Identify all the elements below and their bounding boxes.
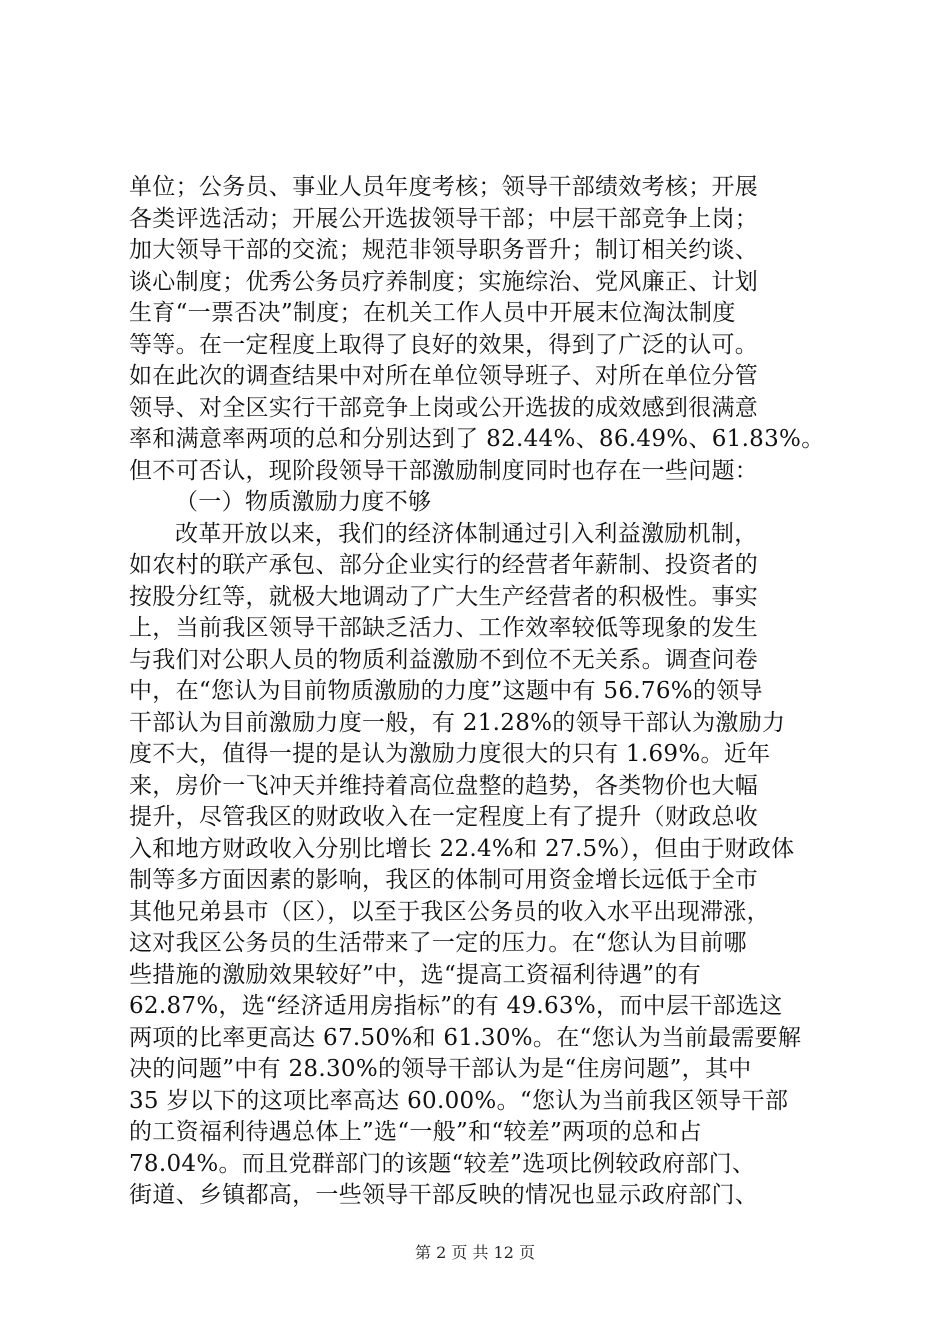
text-line: 等等。在一定程度上取得了良好的效果，得到了广泛的认可。 bbox=[129, 331, 759, 358]
text-line: 的工资福利待遇总体上”选“一般”和“较差”两项的总和占 bbox=[129, 1119, 702, 1145]
text-line: 62.87%，选“经济适用房指标”的有 49.63%，而中层干部选这 bbox=[129, 993, 783, 1019]
text-line: 加大领导干部的交流；规范非领导职务晋升；制订相关约谈、 bbox=[129, 237, 759, 263]
page-number-footer: 第 2 页 共 12 页 bbox=[415, 1243, 535, 1262]
section-heading: （一）物质激励力度不够 bbox=[175, 489, 432, 515]
text-line: 这对我区公务员的生活带来了一定的压力。在“您认为目前哪 bbox=[129, 930, 747, 956]
text-line: 按股分红等，就极大地调动了广大生产经营者的积极性。事实 bbox=[129, 583, 759, 610]
text-line: 改革开放以来，我们的经济体制通过引入利益激励机制， bbox=[175, 520, 758, 547]
text-line: 其他兄弟县市（区），以至于我区公务员的收入水平出现滞涨， bbox=[129, 898, 770, 925]
text-line: 如农村的联产承包、部分企业实行的经营者年薪制、投资者的 bbox=[129, 552, 759, 578]
text-line: 度不大，值得一提的是认为激励力度很大的只有 1.69%。近年 bbox=[129, 741, 771, 767]
text-line: 与我们对公职人员的物质利益激励不到位不无关系。调查问卷 bbox=[129, 646, 759, 673]
text-line: 谈心制度；优秀公务员疗养制度；实施综治、党风廉正、计划 bbox=[129, 268, 759, 295]
text-line: 入和地方财政收入分别比增长 22.4%和 27.5%），但由于财政体 bbox=[129, 835, 795, 862]
text-line: 生育“一票否决”制度；在机关工作人员中开展末位淘汰制度 bbox=[129, 300, 736, 326]
text-line: 单位；公务员、事业人员年度考核；领导干部绩效考核；开展 bbox=[129, 174, 759, 200]
text-line: 但不可否认，现阶段领导干部激励制度同时也存在一些问题： bbox=[129, 457, 759, 484]
body-text bbox=[129, 172, 829, 1212]
text-line: 35 岁以下的这项比率高达 60.00%。“您认为当前我区领导干部 bbox=[129, 1087, 789, 1114]
text-line: 如在此次的调查结果中对所在单位领导班子、对所在单位分管 bbox=[129, 363, 759, 389]
text-line: 制等多方面因素的影响，我区的体制可用资金增长远低于全市 bbox=[129, 867, 759, 893]
text-line: 来，房价一飞冲天并维持着高位盘整的趋势，各类物价也大幅 bbox=[129, 772, 759, 799]
text-line: 提升，尽管我区的财政收入在一定程度上有了提升（财政总收 bbox=[129, 804, 759, 830]
text-line: 决的问题”中有 28.30%的领导干部认为是“住房问题”，其中 bbox=[129, 1056, 752, 1082]
text-line: 干部认为目前激励力度一般，有 21.28%的领导干部认为激励力 bbox=[129, 709, 786, 736]
text-line: 78.04%。而且党群部门的该题“较差”选项比例较政府部门、 bbox=[129, 1150, 756, 1177]
text-line: 上，当前我区领导干部缺乏活力、工作效率较低等现象的发生 bbox=[129, 615, 759, 641]
text-line: 各类评选活动；开展公开选拔领导干部；中层干部竞争上岗； bbox=[129, 205, 759, 232]
text-line: 些措施的激励效果较好”中，选“提高工资福利待遇”的有 bbox=[129, 961, 702, 988]
text-line: 领导、对全区实行干部竞争上岗或公开选拔的成效感到很满意 bbox=[129, 394, 759, 421]
text-line: 率和满意率两项的总和分别达到了 82.44%、86.49%、61.83%。 bbox=[129, 426, 825, 452]
text-line: 两项的比率更高达 67.50%和 61.30%。在“您认为当前最需要解 bbox=[129, 1024, 802, 1051]
text-line: 中，在“您认为目前物质激励的力度”这题中有 56.76%的领导 bbox=[129, 678, 763, 704]
text-line: 街道、乡镇都高，一些领导干部反映的情况也显示政府部门、 bbox=[129, 1182, 759, 1208]
